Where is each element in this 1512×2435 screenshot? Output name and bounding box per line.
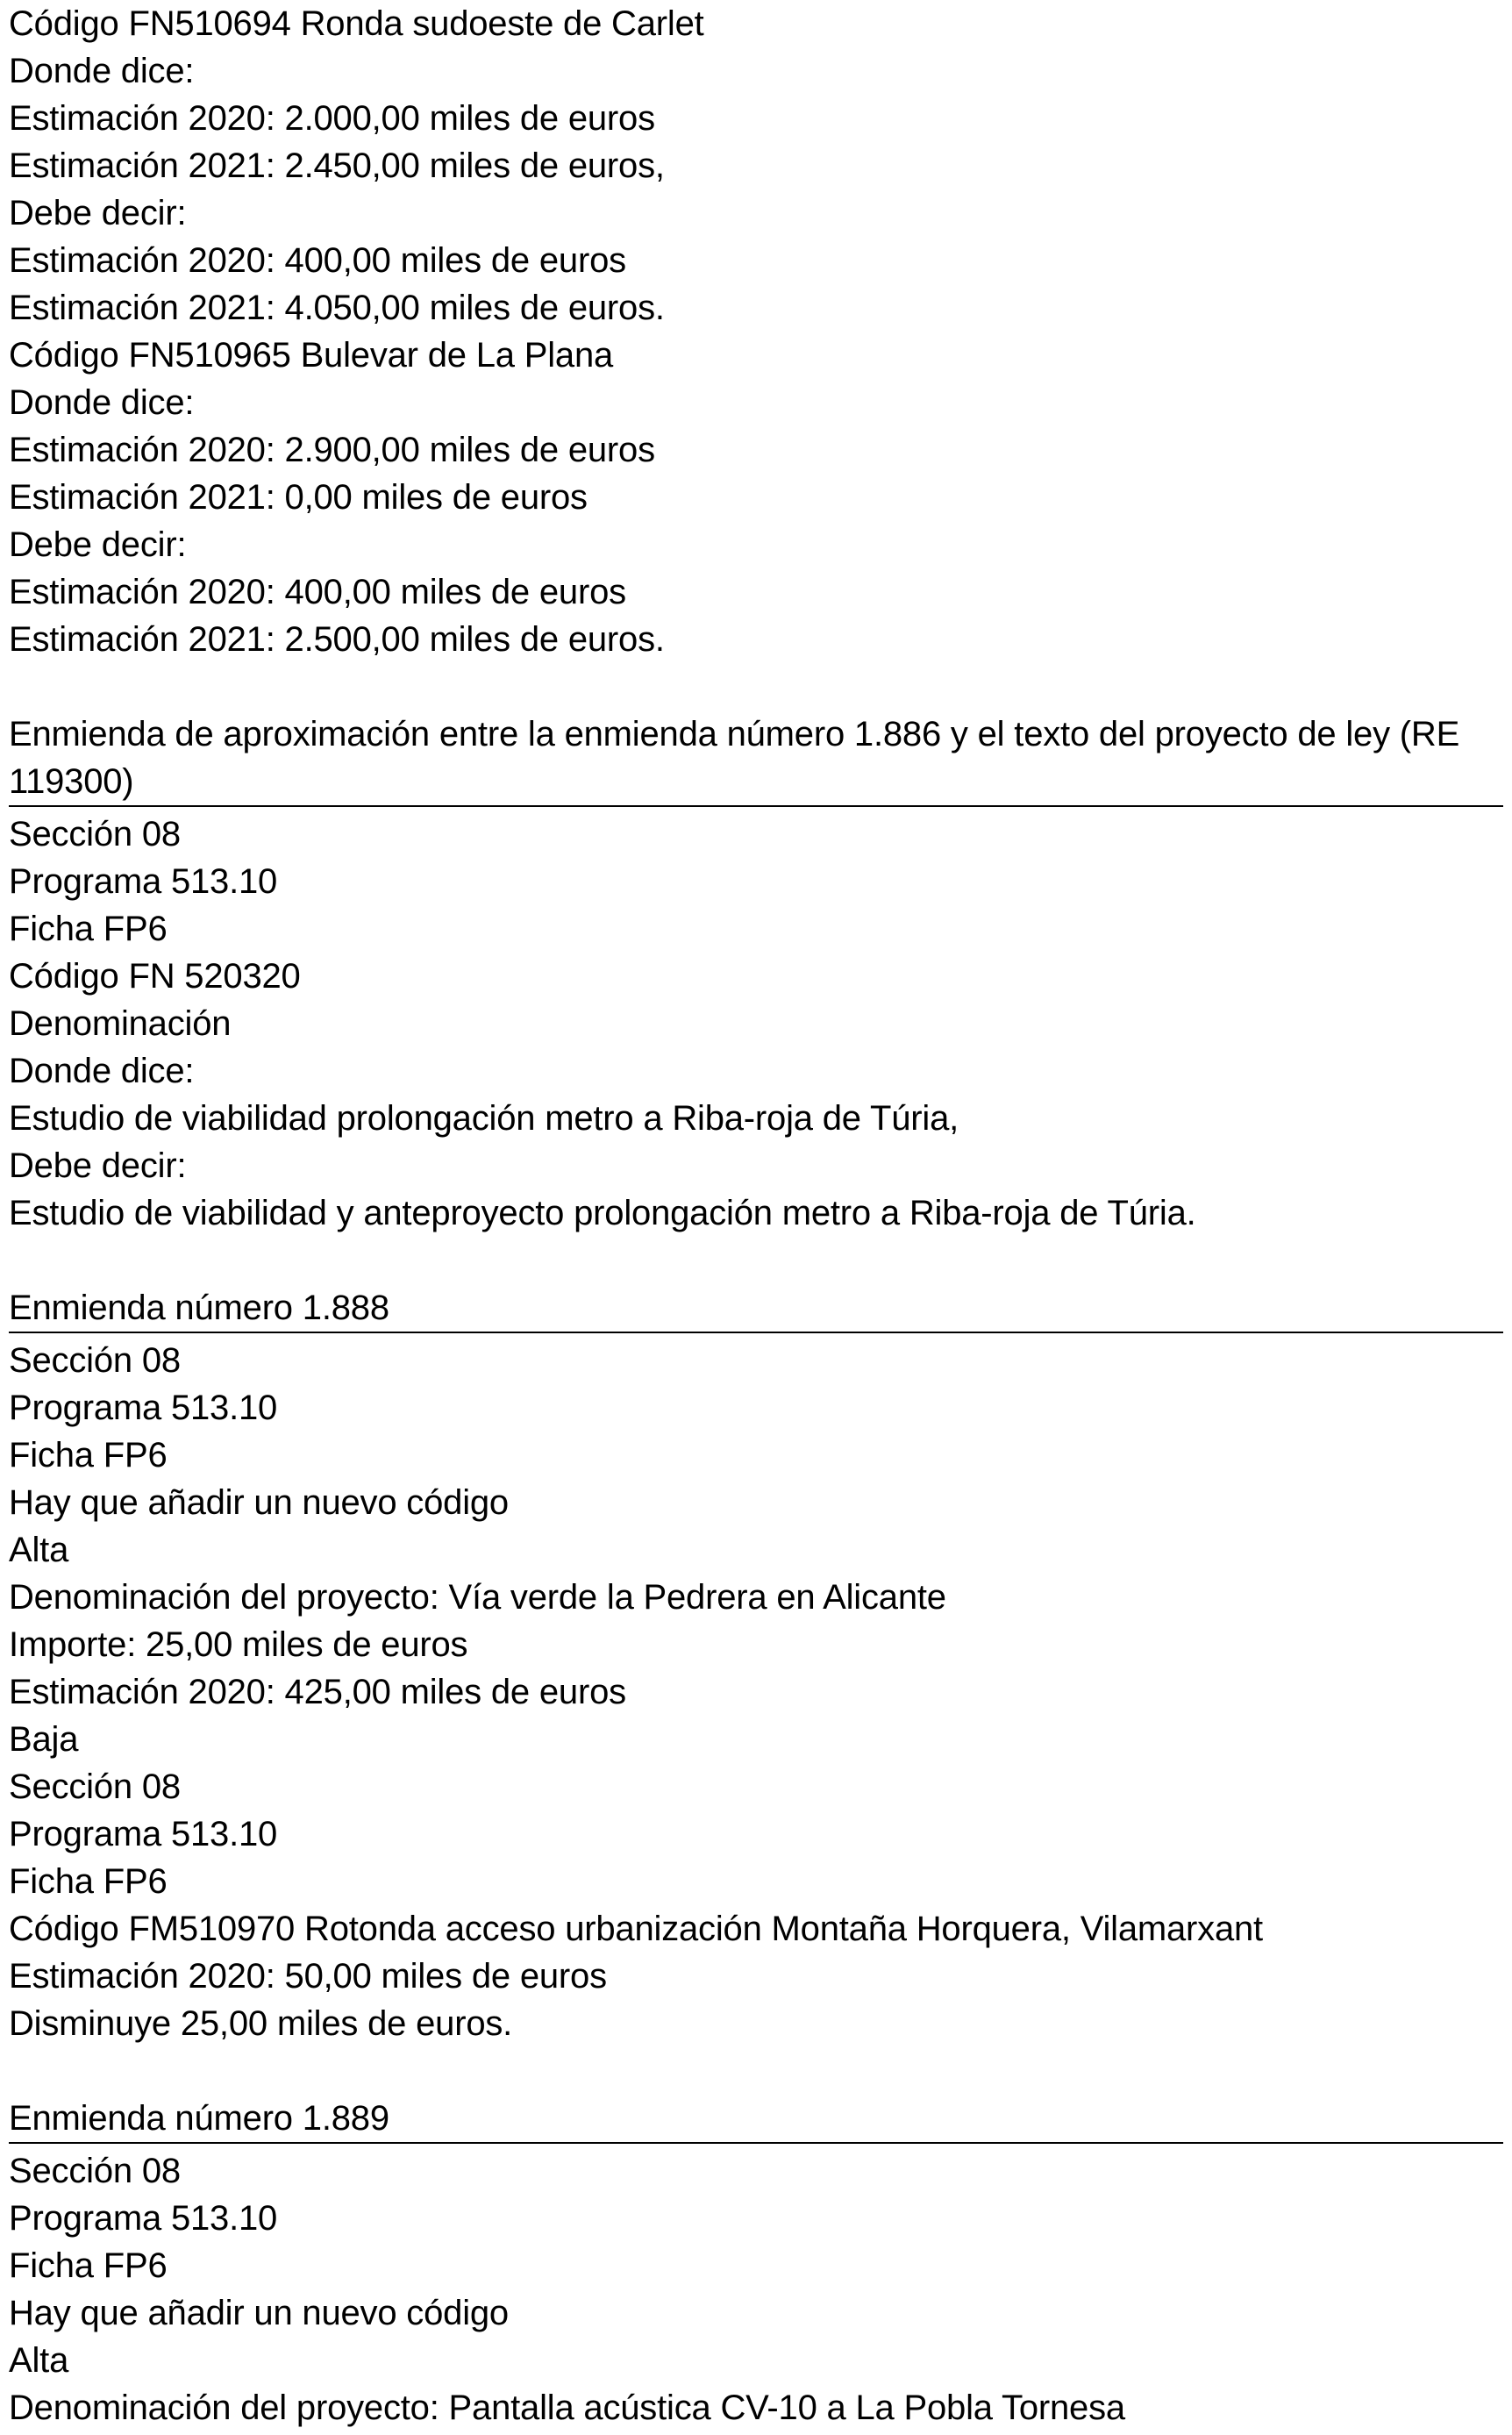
- text-line: Estimación 2020: 400,00 miles de euros: [9, 573, 626, 611]
- paragraph-spacer: [9, 2047, 1503, 2095]
- text-line: Donde dice:: [9, 1052, 195, 1090]
- text-line: Ficha FP6: [9, 2246, 168, 2285]
- heading-line: Enmienda de aproximación entre la enmienda número 1.886 y el texto del proyecto de ley (RE: [9, 715, 1460, 753]
- text-line: Estimación 2020: 400,00 miles de euros: [9, 241, 626, 280]
- amendment-section: [9, 1284, 1503, 2047]
- amendment-heading: [9, 1284, 1503, 1333]
- amendment-heading: [9, 2095, 1503, 2144]
- text-line: Donde dice:: [9, 52, 195, 90]
- text-line: Programa 513.10: [9, 2199, 278, 2238]
- text-line: Alta: [9, 2341, 69, 2380]
- text-line: Estimación 2021: 2.500,00 miles de euros.: [9, 620, 665, 659]
- text-line: Programa 513.10: [9, 862, 278, 901]
- amendment-section: [9, 711, 1503, 1237]
- text-line: Sección 08: [9, 2152, 181, 2190]
- text-line: Denominación del proyecto: Vía verde la Pedrera en Alicante: [9, 1578, 946, 1617]
- text-line: Debe decir:: [9, 1146, 187, 1185]
- text-line: Código FN 520320: [9, 957, 301, 996]
- text-line: Programa 513.10: [9, 1815, 278, 1853]
- text-line: Estudio de viabilidad prolongación metro a Riba-roja de Túria,: [9, 1099, 959, 1138]
- continuation-section: [9, 0, 1503, 663]
- text-line: Hay que añadir un nuevo código: [9, 2294, 509, 2332]
- heading-line: 119300): [9, 762, 134, 801]
- document-body: [9, 0, 1503, 2431]
- amendment-section: [9, 2095, 1503, 2431]
- text-line: Ficha FP6: [9, 1436, 168, 1475]
- text-line: Baja: [9, 1720, 79, 1759]
- text-line: Hay que añadir un nuevo código: [9, 1483, 509, 1522]
- text-line: Estudio de viabilidad y anteproyecto prolongación metro a Riba-roja de Túria.: [9, 1194, 1196, 1232]
- text-line: Sección 08: [9, 1341, 181, 1380]
- text-line: Código FN510965 Bulevar de La Plana: [9, 336, 614, 375]
- text-line: Importe: 25,00 miles de euros: [9, 1625, 468, 1664]
- text-line: Debe decir:: [9, 194, 187, 232]
- text-line: Estimación 2021: 4.050,00 miles de euros.: [9, 289, 665, 327]
- text-line: Programa 513.10: [9, 1389, 278, 1427]
- text-line: Denominación del proyecto: Pantalla acústica CV-10 a La Pobla Tornesa: [9, 2389, 1125, 2427]
- text-line: Código FN510694 Ronda sudoeste de Carlet: [9, 4, 704, 43]
- text-line: Estimación 2020: 2.900,00 miles de euros: [9, 431, 655, 469]
- amendment-heading: [9, 711, 1503, 807]
- text-line: Código FM510970 Rotonda acceso urbanización Montaña Horquera, Vilamarxant: [9, 1910, 1263, 1948]
- text-line: Donde dice:: [9, 383, 195, 422]
- text-line: Ficha FP6: [9, 910, 168, 948]
- text-line: Disminuye 25,00 miles de euros.: [9, 2004, 513, 2043]
- text-line: Estimación 2021: 2.450,00 miles de euros,: [9, 146, 665, 185]
- text-line: Estimación 2020: 50,00 miles de euros: [9, 1957, 607, 1996]
- text-line: Estimación 2021: 0,00 miles de euros: [9, 478, 588, 517]
- heading-line: Enmienda número 1.889: [9, 2099, 389, 2138]
- heading-line: Enmienda número 1.888: [9, 1289, 389, 1327]
- text-line: Sección 08: [9, 815, 181, 853]
- text-line: Debe decir:: [9, 525, 187, 564]
- paragraph-spacer: [9, 1237, 1503, 1284]
- text-line: Estimación 2020: 425,00 miles de euros: [9, 1673, 626, 1711]
- text-line: Estimación 2020: 2.000,00 miles de euros: [9, 99, 655, 138]
- text-line: Sección 08: [9, 1767, 181, 1806]
- text-line: Denominación: [9, 1004, 232, 1043]
- paragraph-spacer: [9, 663, 1503, 711]
- text-line: Alta: [9, 1531, 69, 1569]
- text-line: Ficha FP6: [9, 1862, 168, 1901]
